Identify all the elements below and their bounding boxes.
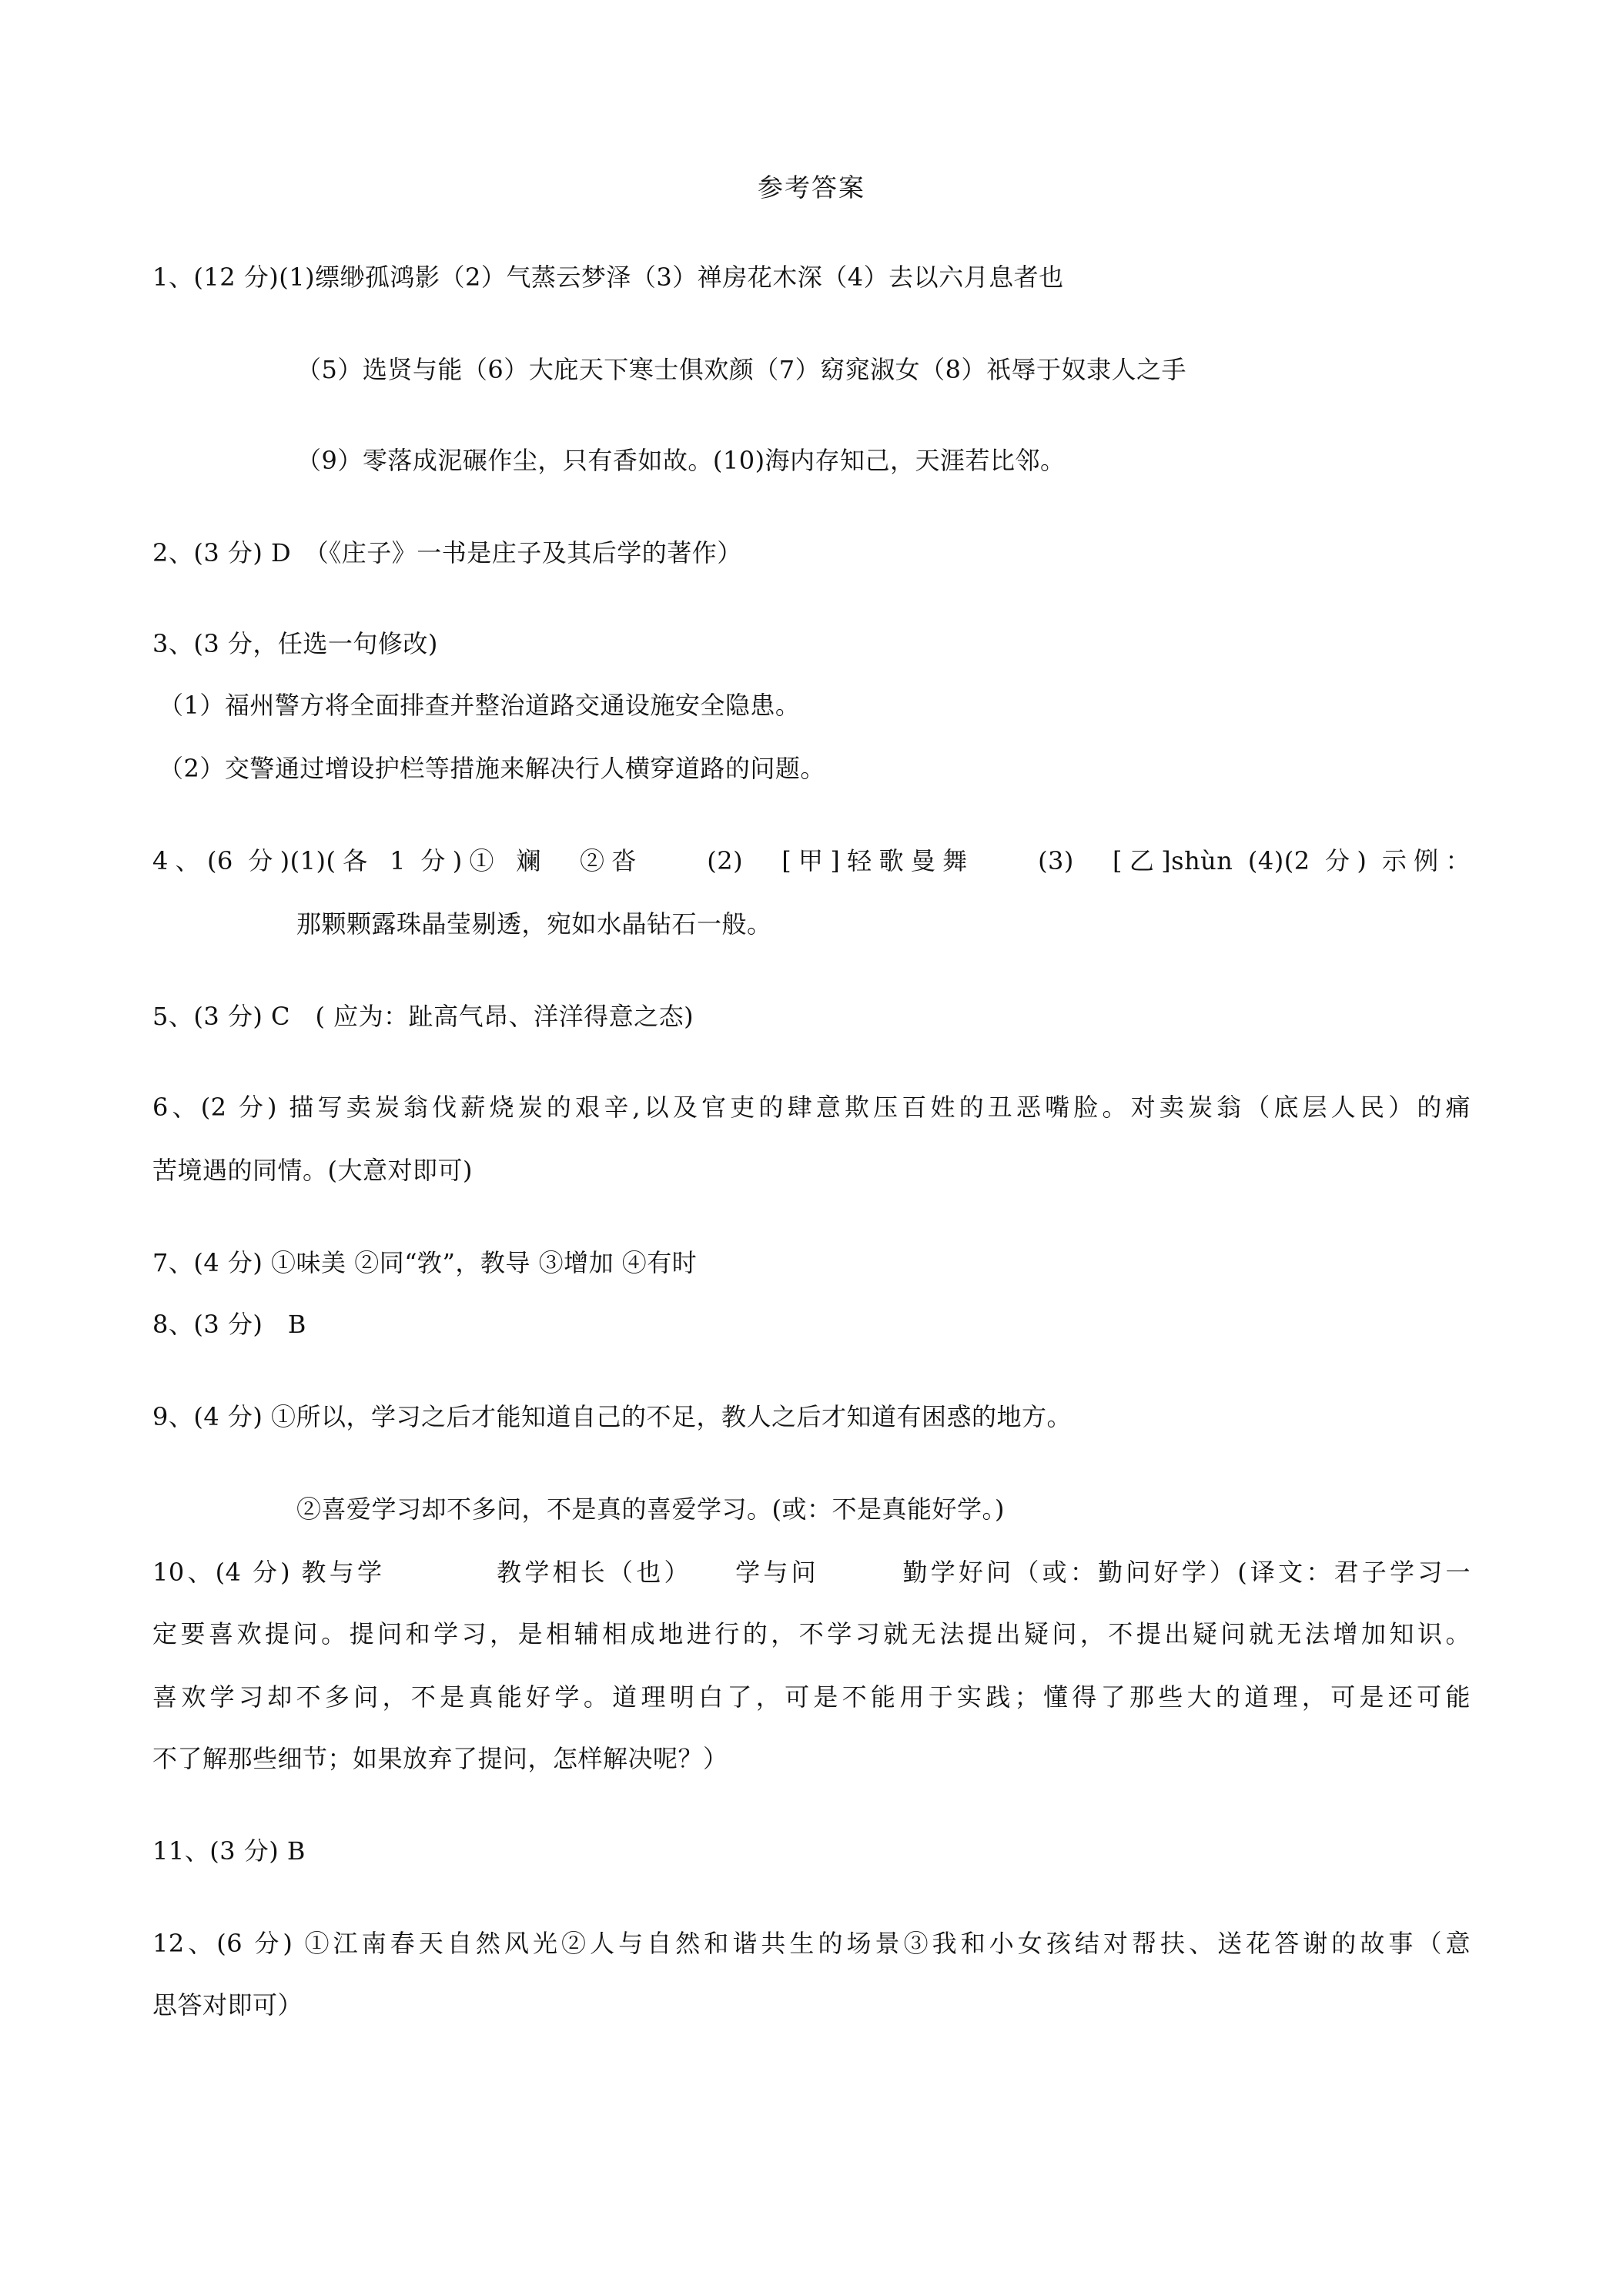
answer-10-line-2: 定要喜欢提问。提问和学习，是相辅相成地进行的，不学习就无法提出疑问，不提出疑问就无法增加知识。 [152,1619,1471,1648]
answer-6-line-2: 苦境遇的同情。(大意对即可) [152,1156,473,1185]
answer-12-line-2: 思答对即可） [152,1990,303,2020]
answer-10-line-4: 不了解那些细节；如果放弃了提问，怎样解决呢？） [152,1744,728,1773]
answer-1-line-3: （9）零落成泥碾作尘，只有香如故。(10)海内存知己，天涯若比邻。 [296,446,1066,475]
answer-3-header: 3、(3 分，任选一句修改) [152,629,438,658]
answer-5: 5、(3 分) C ( 应为：趾高气昂、洋洋得意之态) [152,1002,694,1031]
answer-11: 11、(3 分) B [152,1836,306,1866]
answer-1-line-1: 1、(12 分)(1)缥缈孤鸿影（2）气蒸云梦泽（3）禅房花木深（4）去以六月息者也 [152,263,1064,292]
answer-3-option-2: （2）交警通过增设护栏等措施来解决行人横穿道路的问题。 [159,754,825,783]
answer-4-line-1: 4、(6 分)(1)(各 1 分)① 斓 ②沓 (2) [甲]轻歌曼舞 (3) [乙]shùn (4)(2 分) 示例： [152,846,1471,875]
answer-10-line-3: 喜欢学习却不多问，不是真能好学。道理明白了，可是不能用于实践；懂得了那些大的道理，可是还可能 [152,1682,1471,1712]
answer-12-line-1: 12、(6 分) ①江南春天自然风光②人与自然和谐共生的场景③我和小女孩结对帮扶、送花答谢的故事（意 [152,1929,1471,1958]
answer-8: 8、(3 分) B [152,1310,306,1339]
answer-9-line-1: 9、(4 分) ①所以，学习之后才能知道自己的不足，教人之后才知道有困惑的地方。 [152,1402,1073,1431]
answer-1-line-2: （5）选贤与能（6）大庇天下寒士俱欢颜（7）窈窕淑女（8）祇辱于奴隶人之手 [296,355,1186,384]
answer-7: 7、(4 分) ①味美 ②同“敩”，教导 ③增加 ④有时 [152,1248,698,1277]
answer-3-option-1: （1）福州警方将全面排查并整治道路交通设施安全隐患。 [159,691,801,720]
answer-10-line-1: 10、(4 分) 教与学 教学相长（也） 学与问 勤学好问（或：勤问好学）(译文：君子学习一 [152,1558,1471,1587]
answer-9-line-2: ②喜爱学习却不多问，不是真的喜爱学习。(或：不是真能好学。) [296,1494,1005,1524]
answer-4-line-2: 那颗颗露珠晶莹剔透，宛如水晶钻石一般。 [296,909,772,939]
answer-2: 2、(3 分) D （《庄子》一书是庄子及其后学的著作） [152,538,742,567]
page-title: 参考答案 [758,172,865,202]
answer-6-line-1: 6、(2 分) 描写卖炭翁伐薪烧炭的艰辛,以及官吏的肆意欺压百姓的丑恶嘴脸。对卖炭翁（底层人民）的痛 [152,1093,1471,1122]
